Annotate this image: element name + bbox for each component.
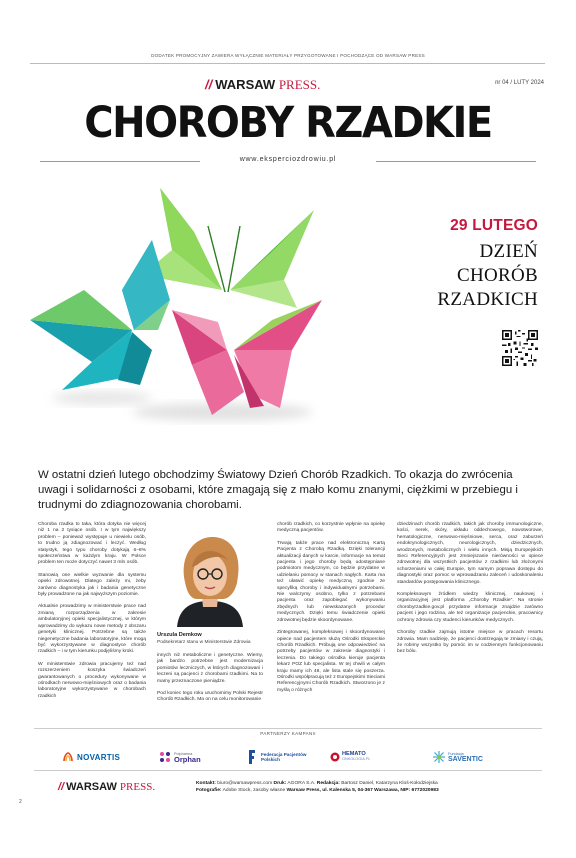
origami-butterflies-image xyxy=(22,180,352,440)
paragraph: Zintegrowanej, kompleksowej i skoordynowanej opiece nad pacjentem służą Ośrodki Eksperckie Chorób Rzadkich. Próbują one odpowiedzieć na potrzeby pacjentów w zakresie diagnostyki i leczenia. Do takiego ośrodka kieruje pacjenta lekarz POZ lub specjalista. W tej chwili w całym kraju mamy ich 48, ale lista stale się poszerza. Ośrodki współpracują też z Europejskimi Sieciami Referencyjnymi Chorób Rzadkich. Stworzono je z myślą o różnych xyxy=(277,630,385,693)
green-butterfly xyxy=(142,188,314,308)
partner-orphan[interactable] xyxy=(158,744,201,770)
footer-brand-press: PRESS. xyxy=(119,781,156,793)
footer-label: Druk: xyxy=(273,781,287,786)
partner-name: HEMATO xyxy=(342,751,366,757)
article-column-3 xyxy=(277,522,385,700)
footer-publisher: Warsaw Press, ul. Kalenska 5, 04-367 Warszawa, NIP: 6772020983 xyxy=(286,788,439,793)
paragraph: dziedzinach chorób rzadkich, takich jak choroby immunologiczne, kości, nerek, skóry, układu oddechowego, nowotworowe, hematologiczne, nerwowo-mięśniowe, serca, oraz zaburzeń endokrynologicznych, neurologicznych, dziedzicznych, wrodzonych, metabolicznych i wielu innych. Misją Europejskich Sieci Referencyjnych jest zmniejszanie nierówności w opiece zdrowotnej dla wszystkich pacjentów z rzadkimi lub złożonymi schorzeniami w całej Europie, tym samym poprawa dostępu do diagnostyki oraz pomoc w wprowadzaniu zaleceń i udoskonaleniu standardów postępowania klinicznego. xyxy=(397,522,543,585)
paragraph: Kompleksowym źródłem wiedzy klinicznej, naukowej i organizacyjnej jest platforma „Choroby Rzadkie". Na stronie chorobyrzadkie.gov.pl przydatne informacje znajdzie zarówno pacjent i jego rodzina, ale też organizacje pacjenckie, pracownicy ochrony zdrowia czy studenci kierunków medycznych. xyxy=(397,592,543,623)
article-column-2 xyxy=(157,653,263,710)
novartis-logo-icon xyxy=(62,751,74,763)
page-title: CHOROBY RZADKIE xyxy=(84,98,492,148)
fpp-logo-icon xyxy=(246,749,258,765)
partner-name: NOVARTIS xyxy=(77,752,121,762)
partner-name: SAVENTIC xyxy=(448,756,483,763)
paragraph: Pod koniec tego roku uruchomimy Polski Rejestr Chorób Rzadkich. Ma on na celu monitorowanie xyxy=(157,691,263,703)
paragraph: Choroba rzadka to taka, która dotyka nie więcej niż 1 na 2 tysiące osób. I w tym największy problem – ponieważ występuje u niewielu osób, to trudno ją zdiagnozować i leczyć. Według statystyk, tego typu choroby dotykają 6–8% społeczeństwa w każdym kraju. W Polsce problem ten może dotyczyć nawet 3 mln osób. xyxy=(38,522,146,566)
footer-contact-email[interactable]: biuro@warsawpress.com xyxy=(217,781,273,786)
footer-brand-name: WARSAW xyxy=(66,781,117,793)
brand-name: WARSAW xyxy=(215,77,276,92)
author-photo xyxy=(157,527,263,627)
page-number: 2 xyxy=(19,799,22,805)
masthead-divider xyxy=(30,63,545,64)
event-title-line-1: DZIEŃ xyxy=(479,241,538,262)
author-role: Podsekretarz stanu w Ministerstwie Zdrowia xyxy=(157,640,251,645)
article-column-1 xyxy=(38,522,146,706)
site-url[interactable]: www.eksperciozdrowiu.pl xyxy=(239,156,337,163)
partner-prefix: Fundacja xyxy=(448,752,464,756)
issue-number: nr 04 / LUTY 2024 xyxy=(495,80,544,86)
footer-label: Fotografie: xyxy=(196,788,222,793)
footer-line-1 xyxy=(196,780,526,787)
disclaimer: DODATEK PROMOCYJNY ZAWIERA WYŁĄCZNIE MATERIAŁY PRZYGOTOWANE I POCHODZĄCE OD WARSAW PRESS xyxy=(151,53,425,58)
partner-suffix: ONKOLOGIA.PL xyxy=(342,757,371,761)
qr-code-icon[interactable] xyxy=(502,330,538,366)
footer-brand-slash: // xyxy=(58,781,65,793)
paragraph: W ministerstwie zdrowia pracujemy też nad rozszerzeniem koszyka świadczeń gwarantowanych o procedury wykonywane w ośrodkach nerwowo-mięśniowych oraz o badania laboratoryjne wykorzystywane w chorobach rzadkich xyxy=(38,661,146,699)
article-column-4 xyxy=(397,522,543,662)
url-rule-right xyxy=(376,161,536,162)
orphan-logo-icon xyxy=(158,750,172,764)
brand-press: PRESS. xyxy=(278,77,321,92)
footer-brand-logo[interactable] xyxy=(58,781,155,793)
pink-butterfly xyxy=(172,300,322,415)
teal-butterfly xyxy=(30,240,170,390)
footer-value: Bartosz Daniel, Katarzyna Kloś-Kołodziejska xyxy=(341,781,438,786)
lead-paragraph: W ostatni dzień lutego obchodzimy Światowy Dzień Chorób Rzadkich. To okazja do zwrócenia uwagi i solidarności z osobami, które zmagają się z mało komu znanymi, ciężkimi w przebiegu i trudnymi do zdiagnozowania chorobami. xyxy=(38,469,518,512)
event-title-line-2: CHORÓB xyxy=(457,265,538,286)
partner-hemato[interactable] xyxy=(330,744,371,770)
event-date: 29 LUTEGO xyxy=(450,217,538,234)
partner-prefix: Polpharma xyxy=(174,752,193,756)
footer-label: Redakcja: xyxy=(316,781,340,786)
partner-saventic[interactable] xyxy=(432,744,483,770)
partner-fpp[interactable] xyxy=(246,744,307,770)
brand-slash: // xyxy=(205,77,213,92)
paragraph: chorób rzadkich, co korzystnie wpłynie na opiekę medyczną pacjentów. xyxy=(277,522,385,534)
footer-divider xyxy=(34,770,542,771)
partners-title: PARTNERZY KAMPANII xyxy=(260,731,316,736)
partner-novartis[interactable] xyxy=(62,744,120,770)
paragraph: innych niż metaboliczne i genetyczne. Wiemy, jak bardzo potrzebne jest modernizacja pomiotów leczniczych, w których diagnozowani i leczeni są pacjenci z chorobami rzadkimi. Na to mamy przeznaczone pieniądze. xyxy=(157,653,263,684)
footer-value: Adobe Stock, zasoby własne xyxy=(222,788,286,793)
paragraph: Choroby rzadkie zajmują istotne miejsce w pracach resortu zdrowia. Mam nadzieję, że pacjenci dostrzegają te zmiany i czują, że robimy wszystko by pomóc im w codziennym funkcjonowaniu bez bólu. xyxy=(397,630,543,655)
paragraph: Trwają także prace nad elektroniczną Kartą Pacjenta z Chorobą Rzadką. Dzięki tolerancji aktualizacji danych w karcie, informacje na temat pacjenta i jego choroby będą udostępniane podmiotom medycznym, co będzie przydatne w udzielaniu pomocy w stanach nagłych. Karta ma też ułatwić opiekę medyczną zgodnie ze specyfiką choroby i indywidualnymi potrzebami. Nie walczymy osobno, tylko z potrzebami pacjenta oraz zapobiegać wykonywaniu zbędnych lub niewskazanych procedur medycznych. Dzięki temu świadczenie opieki zdrowotnej będzie skoordynowane. xyxy=(277,540,385,623)
partner-name: Orphan xyxy=(174,755,201,764)
partners-divider xyxy=(34,728,542,729)
event-title-line-3: RZADKICH xyxy=(437,289,538,310)
footer-line-2 xyxy=(196,787,526,794)
brand-logo[interactable] xyxy=(205,77,320,93)
hemato-logo-icon xyxy=(330,752,340,762)
saventic-logo-icon xyxy=(432,750,446,764)
url-row xyxy=(40,156,536,166)
footer-value: AGORA S.A. xyxy=(287,781,316,786)
paragraph: Aktualnie prowadzimy w ministerstwie prace nad zmianą rozporządzenia w zakresie ambulatoryjnej opieki specjalistycznej, w którym wprowadzimy do wykazu nowe metody z obszaru genetyki klinicznej. Potrzebne są także niegenetyczne badania laboratoryjne, które mogą być wykorzystywane w diagnostyce chorób rzadkich – i w tym kierunku podjęliśmy kroki. xyxy=(38,604,146,655)
footer-label: Kontakt: xyxy=(196,781,216,786)
paragraph: Stanowią one wielkie wyzwanie dla systemu opieki zdrowotnej. Dlatego zależy mi, żeby zarówno diagnostyka jak i badania genetyczne były prowadzone na jak najwyższym poziomie. xyxy=(38,572,146,598)
partner-name: Federacja Pacjentów Polskich xyxy=(261,751,307,762)
author-name: Urszula Demkow xyxy=(157,632,202,638)
